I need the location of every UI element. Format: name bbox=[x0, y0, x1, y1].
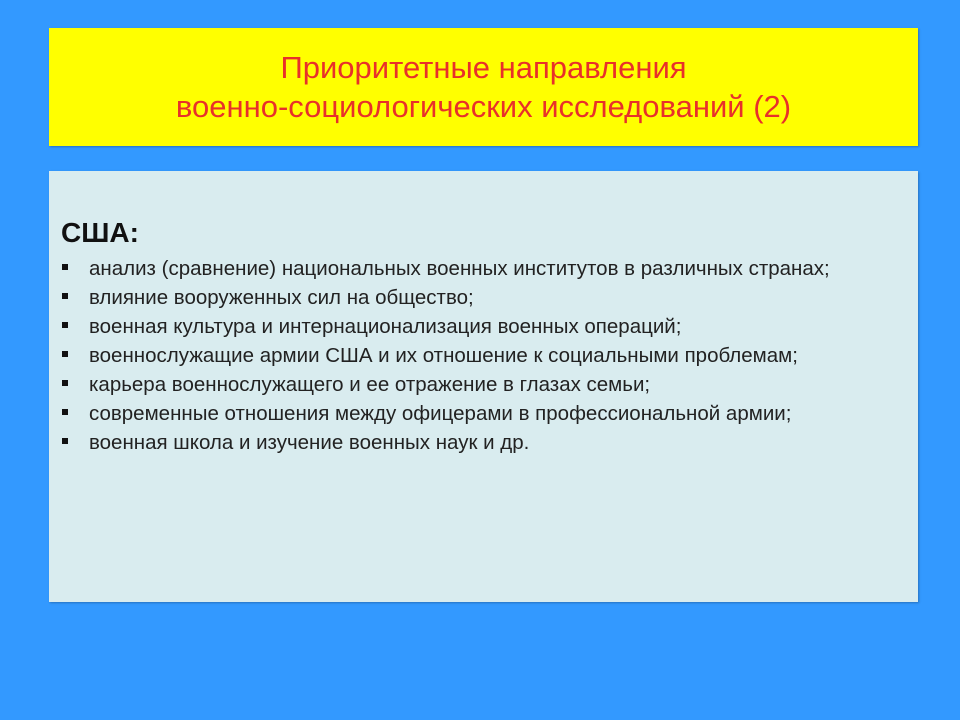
square-bullet-icon bbox=[62, 322, 68, 328]
list-item-text: влияние вооруженных сил на общество; bbox=[89, 286, 474, 309]
square-bullet-icon bbox=[62, 409, 68, 415]
list-item bbox=[61, 285, 888, 310]
list-item-text: современные отношения между офицерами в профессиональной армии; bbox=[89, 402, 792, 425]
list-item-text: военная школа и изучение военных наук и др. bbox=[89, 431, 530, 454]
list-item-text: карьера военнослужащего и ее отражение в глазах семьи; bbox=[89, 373, 651, 396]
title-line-2: военно-социологических исследований (2) bbox=[175, 89, 792, 124]
title-box bbox=[49, 28, 918, 146]
list-item-text: анализ (сравнение) национальных военных институтов в различных странах; bbox=[89, 257, 830, 280]
content-box bbox=[49, 171, 918, 602]
list-item-text: военная культура и интернационализация военных операций; bbox=[89, 315, 682, 338]
list-item bbox=[61, 430, 888, 455]
square-bullet-icon bbox=[62, 293, 68, 299]
square-bullet-icon bbox=[62, 351, 68, 357]
list-item-text: военнослужащие армии США и их отношение к социальными проблемам; bbox=[89, 344, 798, 367]
title-line-1: Приоритетные направления bbox=[280, 50, 687, 85]
square-bullet-icon bbox=[62, 438, 68, 444]
square-bullet-icon bbox=[62, 264, 68, 270]
bullet-list bbox=[61, 256, 888, 455]
list-item bbox=[61, 256, 888, 281]
list-item bbox=[61, 372, 888, 397]
list-item bbox=[61, 401, 888, 426]
list-item bbox=[61, 314, 888, 339]
square-bullet-icon bbox=[62, 380, 68, 386]
list-item bbox=[61, 343, 888, 368]
section-heading: США: bbox=[61, 217, 139, 248]
